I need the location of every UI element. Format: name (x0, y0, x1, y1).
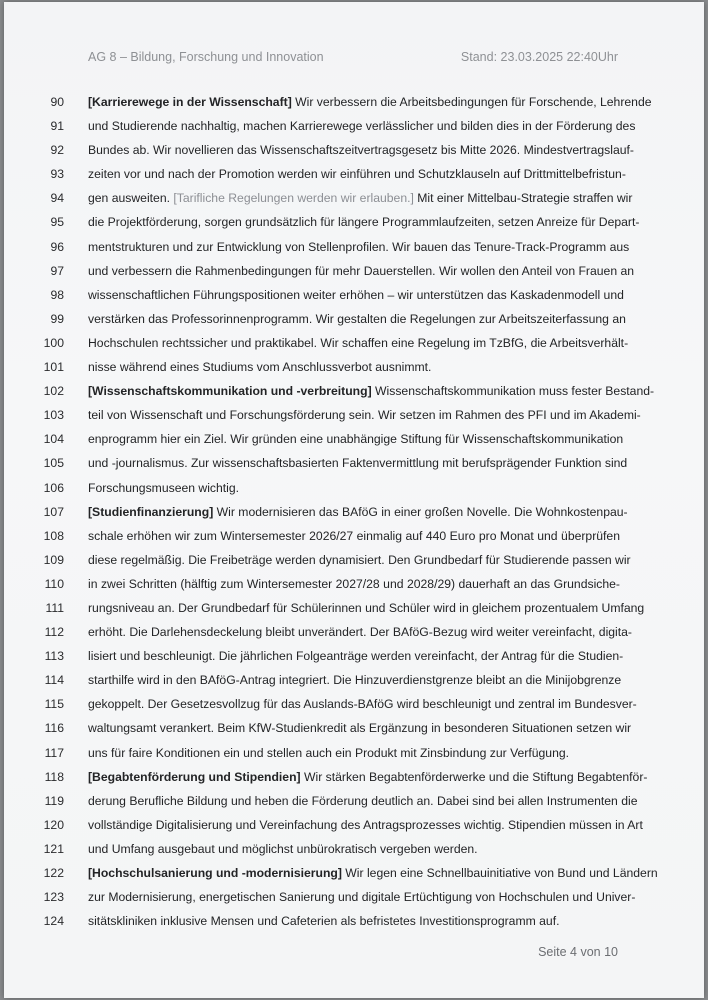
line-text (88, 500, 628, 524)
text-line (4, 331, 704, 355)
section-heading: [Wissenschaftskommunikation und -verbreitung] (88, 384, 372, 399)
line-text-segment: und -journalismus. Zur wissenschaftsbasierten Faktenvermittlung mit berufsprägender Funktion sind (88, 456, 628, 471)
line-number: 101 (43, 360, 64, 375)
text-line (4, 210, 704, 234)
line-text-segment: Bundes ab. Wir novellieren das Wissenschaftszeitvertragsgesetz bis Mitte 2026. Mindestvertragslauf- (88, 143, 634, 158)
line-text (88, 259, 635, 283)
line-text (88, 403, 641, 427)
line-number: 111 (45, 600, 64, 615)
line-number: 121 (43, 841, 64, 856)
line-text-segment: rungsniveau an. Der Grundbedarf für Schülerinnen und Schüler wird in gleichem prozentualem Umfang (88, 600, 645, 615)
text-line (4, 813, 704, 837)
line-number: 124 (43, 914, 64, 929)
line-text (88, 885, 636, 909)
line-text-segment: starthilfe wird in den BAföG-Antrag integriert. Die Hinzuverdienstgrenze bleibt an die Minijobgrenze (88, 673, 622, 688)
line-number: 122 (43, 866, 64, 880)
line-text (88, 765, 648, 789)
line-number: 91 (50, 119, 64, 134)
line-text-segment: verstärken das Professorinnenprogramm. Wir gestalten die Regelungen zur Arbeitszeiterfassung an (88, 311, 626, 326)
line-text (88, 451, 628, 475)
line-number: 112 (44, 625, 64, 640)
line-text-segment: mentstrukturen und zur Entwicklung von Stellenprofilen. Wir bauen das Tenure-Track-Programm aus (88, 239, 630, 254)
text-line (4, 259, 704, 283)
line-text (88, 716, 632, 740)
line-text-segment: schale erhöhen wir zum Wintersemester 2026/27 einmalig auf 440 Euro pro Monat und überprüfen (88, 528, 620, 543)
line-number: 117 (44, 745, 64, 760)
line-number: 114 (44, 673, 64, 688)
text-line (4, 403, 704, 427)
text-line (4, 90, 704, 114)
line-number: 90 (50, 95, 64, 109)
line-text (88, 427, 624, 451)
line-text-segment: zeiten vor und nach der Promotion werden wir einführen und Schutzklauseln auf Drittmittelbefristun- (88, 167, 626, 182)
text-line (4, 861, 704, 885)
section-heading: [Hochschulsanierung und -modernisierung] (88, 866, 342, 880)
line-text (88, 789, 638, 813)
line-number: 99 (50, 311, 64, 326)
text-line (4, 476, 704, 500)
text-line (4, 692, 704, 716)
line-text-segment: Wir verbessern die Arbeitsbedingungen für Forschende, Lehrende (291, 95, 652, 109)
text-line (4, 885, 704, 909)
text-line (4, 789, 704, 813)
line-number: 110 (44, 576, 64, 591)
line-text-segment: nisse während eines Studiums vom Anschlussverbot ausnimmt. (88, 360, 432, 375)
line-text-segment: gekoppelt. Der Gesetzesvollzug für das Auslands-BAföG wird beschleunigt und zentral im Bundesver- (88, 697, 637, 712)
line-text-segment: und Studierende nachhaltig, machen Karrierewege verlässlicher und bilden dies in der Förderung des (88, 119, 636, 134)
text-line (4, 186, 704, 210)
line-number: 92 (50, 143, 64, 158)
line-text-segment: zur Modernisierung, energetischen Sanierung und digitale Ertüchtigung von Hochschulen und Univer- (88, 890, 636, 905)
line-number: 116 (44, 721, 64, 736)
line-text-segment: derung Berufliche Bildung und heben die Förderung deutlich an. Dabei sind bei allen Instrumenten die (88, 793, 638, 808)
line-text-segment: erhöht. Die Darlehensdeckelung bleibt unverändert. Der BAföG-Bezug wird weiter vereinfacht, digita- (88, 625, 632, 640)
text-line (4, 909, 704, 933)
text-line (4, 138, 704, 162)
line-text (88, 162, 626, 186)
line-text (88, 379, 655, 403)
line-number: 97 (50, 263, 64, 278)
text-line (4, 307, 704, 331)
document-body (4, 90, 704, 933)
line-text-segment: Wir stärken Begabtenförderwerke und die Stiftung Begabtenför- (300, 769, 648, 784)
text-line (4, 283, 704, 307)
text-line (4, 620, 704, 644)
line-number: 119 (44, 793, 64, 808)
line-text-segment: gen ausweiten. (88, 191, 174, 206)
line-text-segment: lisiert und beschleunigt. Die jährlichen Folgeanträge werden vereinfacht, der Antrag für die Studien- (88, 649, 624, 664)
line-text (88, 596, 645, 620)
line-text-segment: Wissenschaftskommunikation muss fester Bestand- (371, 384, 655, 399)
text-line (4, 524, 704, 548)
line-number: 95 (50, 215, 64, 230)
line-number: 96 (50, 239, 64, 254)
line-text (88, 741, 620, 765)
line-number: 103 (43, 408, 64, 423)
text-line (4, 427, 704, 451)
line-text (88, 283, 624, 307)
line-text-segment: die Projektförderung, sorgen grundsätzlich für längere Programmlaufzeiten, setzen Anreize für Depart- (88, 215, 640, 230)
line-text-segment: waltungsamt verankert. Beim KfW-Studienkredit als Ergänzung in besonderen Situationen setzen wir (88, 721, 632, 736)
line-text (88, 524, 620, 548)
text-line (4, 572, 704, 596)
document-page (4, 2, 704, 998)
line-text (88, 307, 626, 331)
line-text (88, 620, 632, 644)
text-line (4, 741, 704, 765)
text-line (4, 668, 704, 692)
line-text (88, 186, 633, 210)
section-heading: [Studienfinanzierung] (88, 504, 214, 519)
line-text (88, 114, 636, 138)
line-text-segment: Wir legen eine Schnellbauinitiative von Bund und Ländern (341, 866, 658, 880)
line-number: 108 (43, 528, 64, 543)
line-number: 123 (43, 890, 64, 905)
line-number: 98 (50, 287, 64, 302)
line-text-segment: Forschungsmuseen wichtig. (88, 480, 240, 495)
line-number: 115 (44, 697, 64, 712)
bracketed-note: [Tarifliche Regelungen werden wir erlauben.] (173, 191, 414, 206)
line-text (88, 668, 620, 692)
line-number: 94 (50, 191, 64, 206)
line-text (88, 331, 629, 355)
text-line (4, 235, 704, 259)
line-text-segment: wissenschaftlichen Führungspositionen weiter erhöhen – wir unterstützen das Kaskadenmodell und (88, 287, 624, 302)
line-text (88, 572, 620, 596)
line-number: 100 (43, 335, 64, 350)
section-heading: [Begabtenförderung und Stipendien] (88, 769, 301, 784)
line-text-segment: in zwei Schritten (hälftig zum Wintersemester 2027/28 und 2028/29) dauerhaft an das Grundsiche- (88, 576, 620, 591)
text-line (4, 379, 704, 403)
line-number: 118 (44, 769, 64, 784)
line-text (88, 235, 630, 259)
text-line (4, 114, 704, 138)
text-line (4, 162, 704, 186)
line-text (88, 813, 643, 837)
line-number: 102 (43, 384, 64, 399)
line-text (88, 138, 634, 162)
line-text (88, 861, 658, 885)
page-number: Seite 4 von 10 (538, 945, 618, 959)
line-text-segment: vollständige Digitalisierung und Vereinfachung des Antragsprozesses wichtig. Stipendien müssen in Art (88, 817, 643, 832)
line-number: 105 (43, 456, 64, 471)
line-text-segment: Wir modernisieren das BAföG in einer großen Novelle. Die Wohnkostenpau- (213, 504, 628, 519)
line-number: 120 (43, 817, 64, 832)
line-number: 109 (43, 552, 64, 567)
text-line (4, 716, 704, 740)
line-text (88, 692, 637, 716)
text-line (4, 548, 704, 572)
line-text (88, 355, 620, 379)
line-text-segment: Mit einer Mittelbau-Strategie straffen wir (413, 191, 633, 206)
line-number: 113 (44, 649, 64, 664)
section-heading: [Karrierewege in der Wissenschaft] (88, 95, 292, 109)
line-text (88, 476, 620, 500)
text-line (4, 837, 704, 861)
line-text-segment: diese regelmäßig. Die Freibeträge werden dynamisiert. Den Grundbedarf für Studierende passen wir (88, 552, 631, 567)
line-number: 93 (50, 167, 64, 182)
line-text-segment: Hochschulen rechtssicher und praktikabel. Wir schaffen eine Regelung im TzBfG, die Arbeitsverhält- (88, 335, 629, 350)
line-text (88, 909, 620, 933)
line-text-segment: enprogramm hier ein Ziel. Wir gründen eine unabhängige Stiftung für Wissenschaftskommunikation (88, 432, 624, 447)
text-line (4, 765, 704, 789)
line-text (88, 837, 620, 861)
line-number: 104 (43, 432, 64, 447)
header-title: AG 8 – Bildung, Forschung und Innovation (88, 50, 324, 64)
line-text (88, 210, 640, 234)
text-line (4, 596, 704, 620)
text-line (4, 451, 704, 475)
line-text-segment: teil von Wissenschaft und Forschungsförderung sein. Wir setzen im Rahmen des PFI und im Akademi- (88, 408, 641, 423)
line-number: 107 (43, 504, 64, 519)
line-text (88, 644, 624, 668)
line-text-segment: sitätskliniken inklusive Mensen und Cafeterien als befristetes Investitionsprogramm auf. (88, 914, 560, 929)
text-line (4, 355, 704, 379)
line-number: 106 (43, 480, 64, 495)
line-text-segment: und verbessern die Rahmenbedingungen für mehr Dauerstellen. Wir wollen den Anteil von Frauen an (88, 263, 635, 278)
line-text-segment: uns für faire Konditionen ein und stellen auch ein Produkt mit Zinsbindung zur Verfügung. (88, 745, 570, 760)
header-timestamp: Stand: 23.03.2025 22:40Uhr (460, 50, 618, 64)
text-line (4, 500, 704, 524)
line-text-segment: und Umfang ausgebaut und möglichst unbürokratisch vergeben werden. (88, 841, 478, 856)
line-text (88, 548, 631, 572)
line-text (88, 90, 652, 114)
text-line (4, 644, 704, 668)
